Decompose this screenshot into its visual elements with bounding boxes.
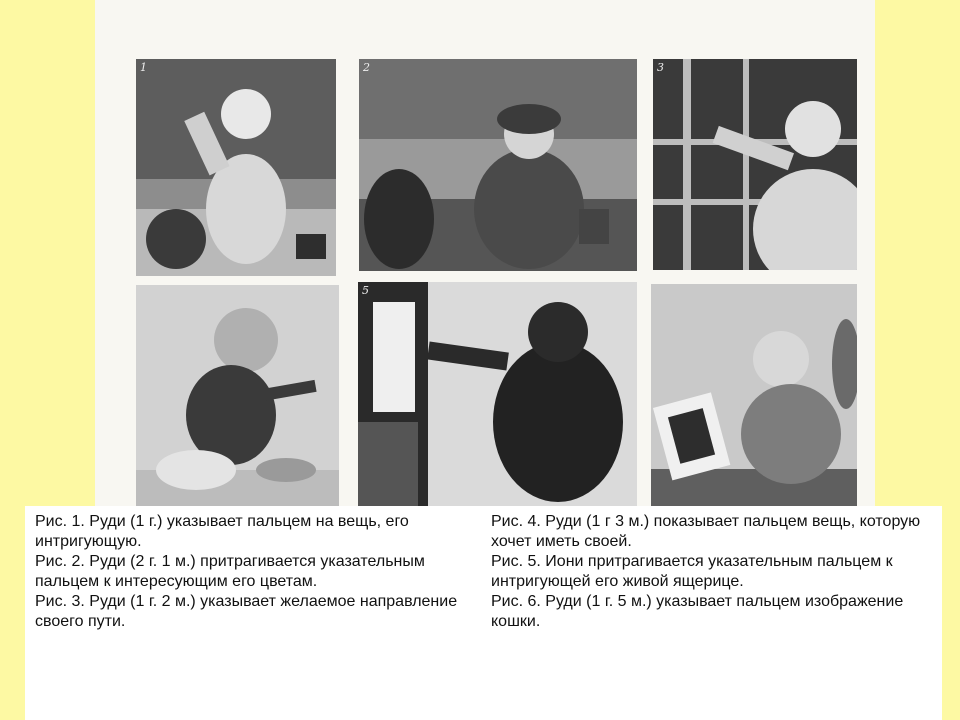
photo-number: 3 xyxy=(657,61,664,74)
photo-number: 2 xyxy=(363,61,370,74)
caption-fig-3: Рис. 3. Руди (1 г. 2 м.) указывает желаемое направление своего пути. xyxy=(35,593,458,630)
caption-fig-2: Рис. 2. Руди (2 г. 1 м.) притрагивается указательным пальцем к интересующим его цветам. xyxy=(35,553,425,590)
photo-number: 1 xyxy=(140,61,147,74)
caption-box xyxy=(25,506,942,720)
caption-column-left xyxy=(35,512,475,632)
photo-number: 5 xyxy=(362,284,369,297)
caption-fig-5: Рис. 5. Иони притрагивается указательным пальцем к интригующей его живой ящерице. xyxy=(491,553,893,590)
photo-3 xyxy=(653,59,857,270)
photo-5 xyxy=(358,282,637,506)
photo-2 xyxy=(359,59,637,271)
photo-1 xyxy=(136,59,336,276)
caption-fig-1: Рис. 1. Руди (1 г.) указывает пальцем на вещь, его интригующую. xyxy=(35,513,409,550)
caption-column-right xyxy=(491,512,936,632)
caption-fig-4: Рис. 4. Руди (1 г 3 м.) показывает пальцем вещь, которую хочет иметь своей. xyxy=(491,513,921,550)
photo-6 xyxy=(651,284,857,506)
photo-4 xyxy=(136,285,339,506)
caption-fig-6: Рис. 6. Руди (1 г. 5 м.) указывает пальцем изображение кошки. xyxy=(491,593,904,630)
